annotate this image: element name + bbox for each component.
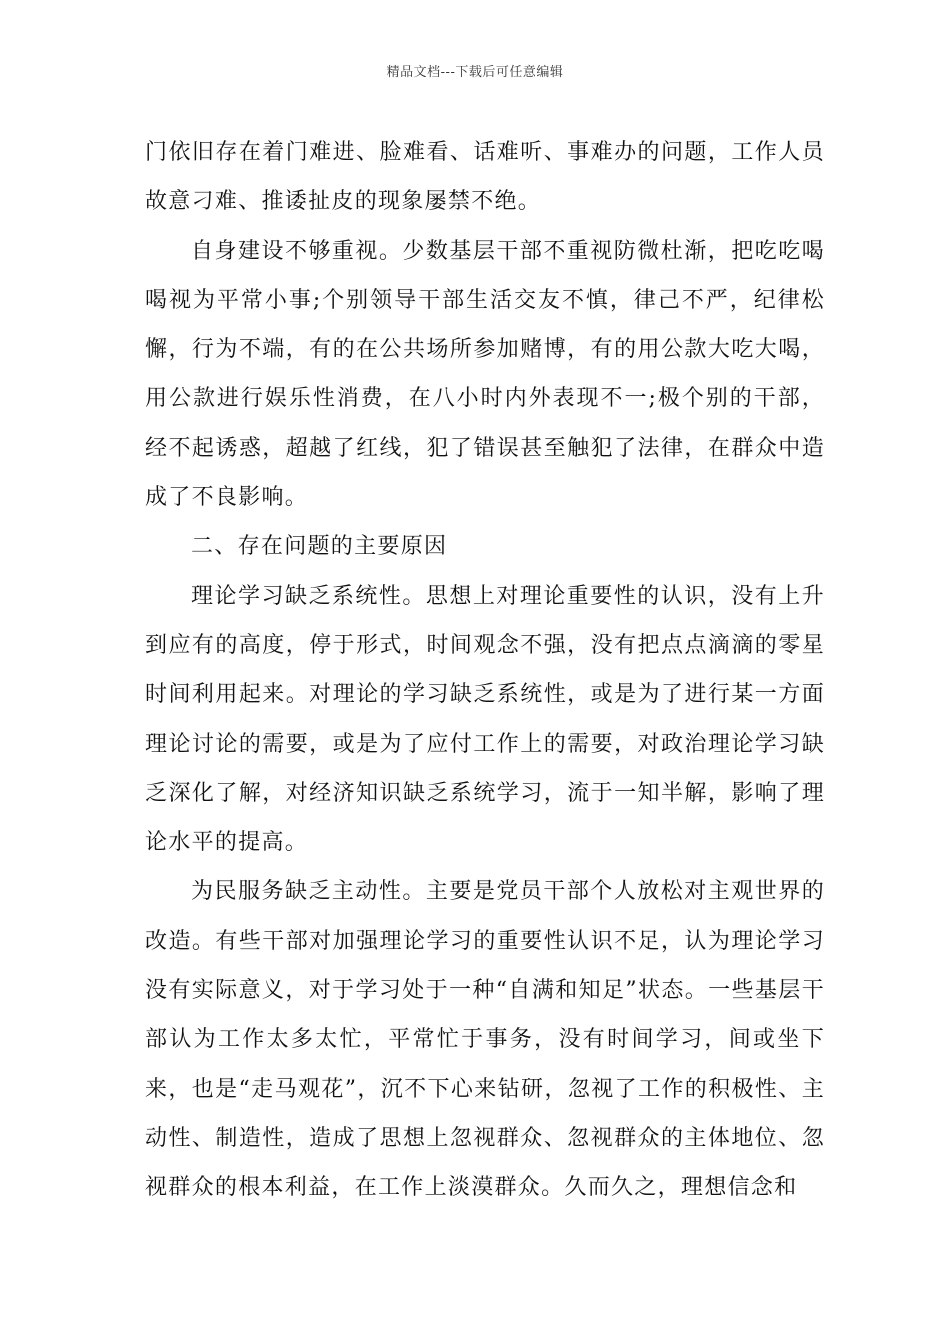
section-heading: 二、存在问题的主要原因	[191, 534, 448, 560]
paragraph-self-construction: 自身建设不够重视。少数基层干部不重视防微杜渐，把吃吃喝喝视为平常小事;个别领导干部生活交友不慎，律己不严，纪律松懈，行为不端，有的在公共场所参加赌博，有的用公款大吃大喝，用公款进行娱乐性消费，在八小时内外表现不一;极个别的干部，经不起诱惑，超越了红线，犯了错误甚至触犯了法律，在群众中造成了不良影响。	[145, 238, 825, 511]
paragraph-continuation: 门依旧存在着门难进、脸难看、话难听、事难办的问题，工作人员故意刁难、推诿扯皮的现象屡禁不绝。	[145, 140, 825, 215]
document-body	[145, 128, 825, 1213]
paragraph-service-initiative: 为民服务缺乏主动性。主要是党员干部个人放松对主观世界的改造。有些干部对加强理论学习的重要性认识不足，认为理论学习没有实际意义，对于学习处于一种“自满和知足”状态。一些基层干部认为工作太多太忙，平常忙于事务，没有时间学习，间或坐下来，也是“走马观花”，沉不下心来钻研，忽视了工作的积极性、主动性、制造性，造成了思想上忽视群众、忽视群众的主体地位、忽视群众的根本利益，在工作上淡漠群众。久而久之，理想信念和	[145, 879, 825, 1201]
paragraph-theory-study: 理论学习缺乏系统性。思想上对理论重要性的认识，没有上升到应有的高度，停于形式，时间观念不强，没有把点点滴滴的零星时间利用起来。对理论的学习缺乏系统性，或是为了进行某一方面理论讨论的需要，或是为了应付工作上的需要，对政治理论学习缺乏深化了解，对经济知识缺乏系统学习，流于一知半解，影响了理论水平的提高。	[145, 583, 825, 856]
page-header: 精品文档---下载后可任意编辑	[386, 65, 564, 80]
